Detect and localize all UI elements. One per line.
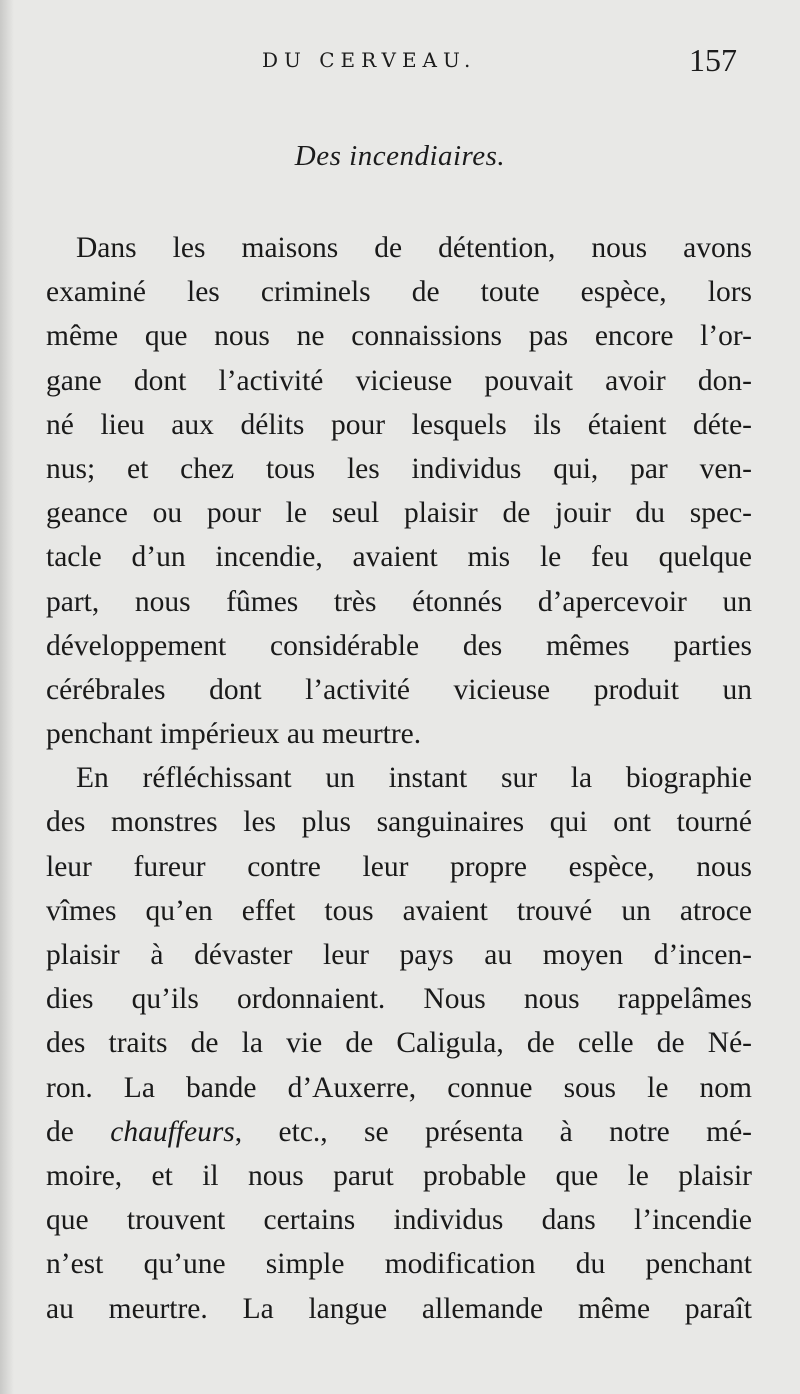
text-line: examiné les criminels de toute espèce, lors	[46, 276, 752, 309]
text-line: leur fureur contre leur propre espèce, nous	[46, 850, 752, 883]
text-line: au meurtre. La langue allemande même paraît	[46, 1292, 752, 1325]
paragraph-2	[46, 756, 752, 1330]
page-edge-shadow	[0, 0, 14, 1394]
text-fragment: , etc., se présenta à notre mé-	[234, 1115, 753, 1148]
text-line: dies qu’ils ordonnaient. Nous nous rappelâmes	[46, 983, 752, 1016]
text-line: tacle d’un incendie, avaient mis le feu quelque	[46, 541, 752, 574]
text-line: des monstres les plus sanguinaires qui ont tourné	[46, 806, 752, 839]
text-line-with-italic	[46, 1110, 752, 1154]
body-text	[46, 226, 752, 1331]
text-line: En réfléchissant un instant sur la biographie	[76, 762, 752, 795]
text-line: geance ou pour le seul plaisir de jouir du spec-	[46, 497, 752, 530]
text-line: part, nous fûmes très étonnés d’apercevoir un	[46, 585, 752, 618]
text-fragment: de	[46, 1115, 111, 1148]
text-line: que trouvent certains individus dans l’incendie	[46, 1204, 752, 1237]
text-line: penchant impérieux au meurtre.	[46, 718, 422, 751]
text-line: nus; et chez tous les individus qui, par ven-	[46, 452, 752, 485]
page-number: 157	[689, 42, 737, 78]
section-heading: Des incendiaires.	[294, 140, 506, 172]
paragraph-1	[46, 226, 752, 756]
text-line: moire, et il nous parut probable que le plaisir	[46, 1159, 752, 1192]
text-line: n’est qu’une simple modification du penchant	[46, 1248, 752, 1281]
text-line: plaisir à dévaster leur pays au moyen d’incen-	[46, 939, 752, 971]
text-line: gane dont l’activité vicieuse pouvait avoir don-	[46, 364, 752, 397]
text-line: né lieu aux délits pour lesquels ils étaient déte-	[46, 408, 752, 441]
text-line: vîmes qu’en effet tous avaient trouvé un atroce	[46, 894, 752, 927]
text-line: des traits de la vie de Caligula, de celle de Né-	[46, 1027, 752, 1060]
text-line: cérébrales dont l’activité vicieuse produit un	[46, 673, 752, 706]
running-head	[0, 42, 800, 86]
text-line: même que nous ne connaissions pas encore l’or-	[46, 320, 752, 353]
text-line: ron. La bande d’Auxerre, connue sous le nom	[46, 1071, 752, 1104]
text-line: développement considérable des mêmes parties	[46, 629, 752, 662]
running-title: DU CERVEAU.	[262, 48, 477, 72]
text-line: Dans les maisons de détention, nous avons	[76, 232, 752, 264]
italic-word: chauffeurs	[110, 1115, 235, 1148]
